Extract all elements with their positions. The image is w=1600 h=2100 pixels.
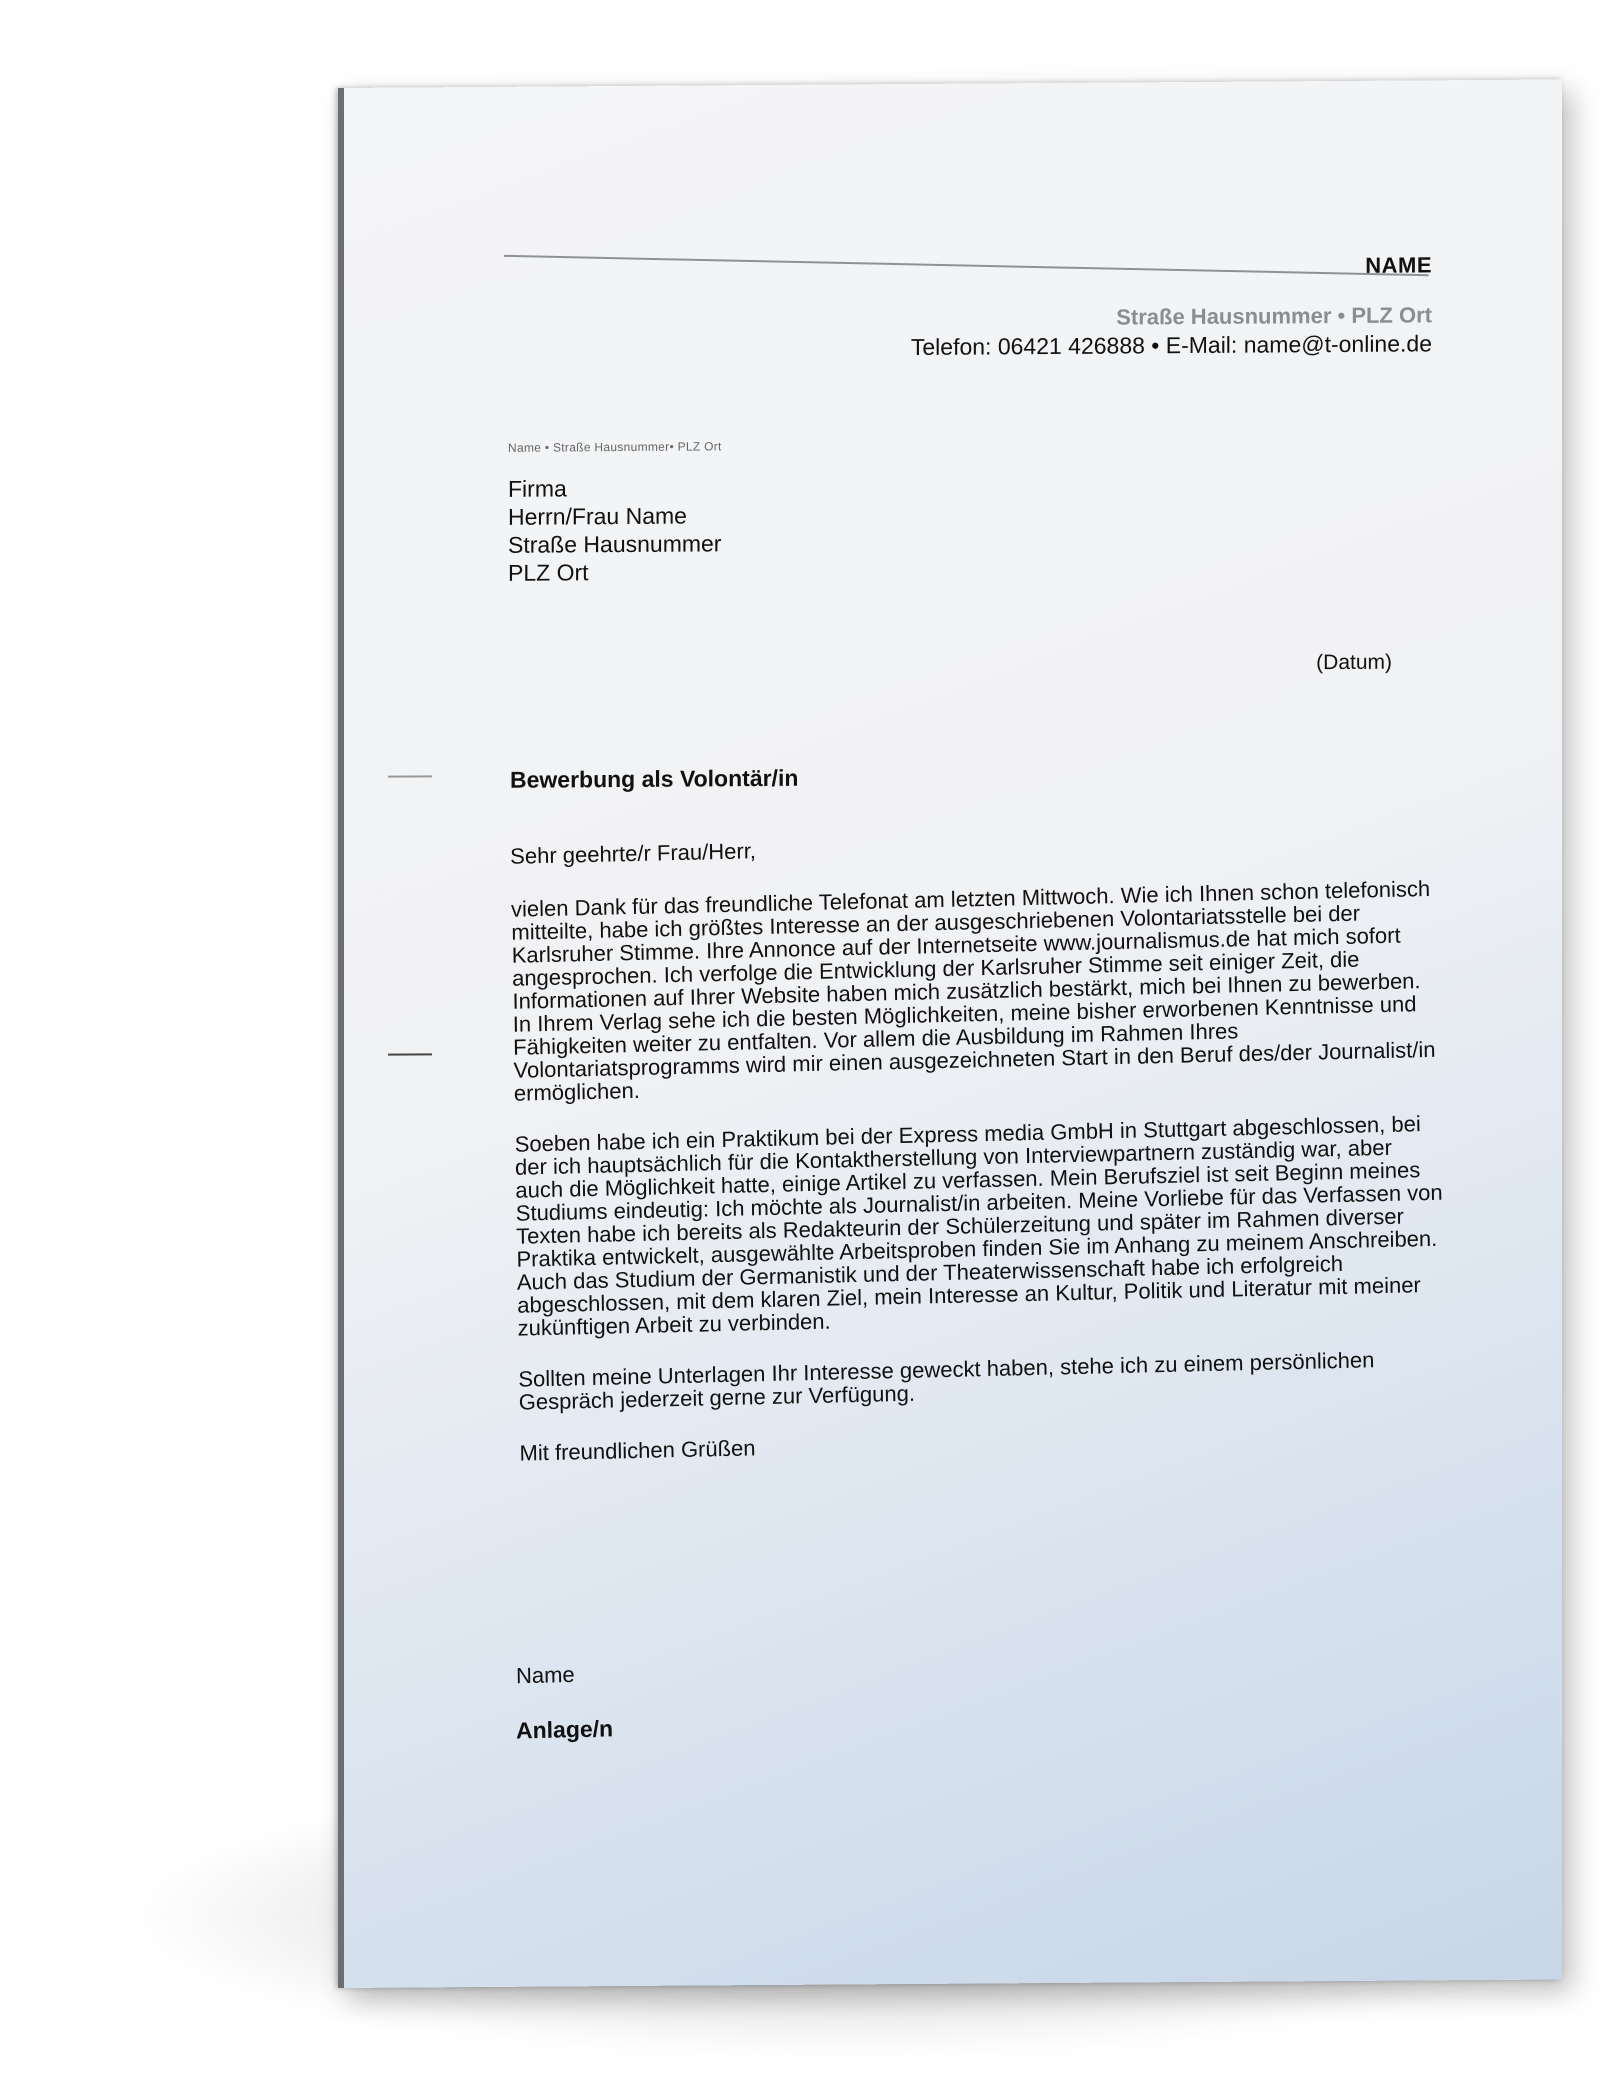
punch-mark — [388, 1053, 432, 1055]
signature-name: Name — [515, 1661, 575, 1689]
recipient-city: PLZ Ort — [508, 559, 589, 586]
body-paragraph-2: Soeben habe ich ein Praktikum bei der Express media GmbH in Stuttgart abgeschlossen, bei der ich hauptsächlich für die Kontaktherstellung von Interviewpartnern zuständig war, aber auch die Möglichkeit hatte, einige Artikel zu verfassen. Mein Berufsziel ist seit Beginn meines Studiums eindeutig: Ich möchte als Journalist/in arbeiten. Meine Vorliebe für das Verfassen von Texten habe ich bereits als Redakteurin der Schülerzeitung und später im Rahmen diverser Praktika entwickelt, ausgewählte Arbeitsproben finden Sie im Anhang zu meinem Anschreiben. Auch das Studium der Germanistik und der Theaterwissenschaft habe ich erfolgreich abgeschlossen, mit dem klaren Ziel, mein Interesse an Kultur, Politik und Literatur mit meiner zukünftigen Arbeit zu verbinden. — [514, 1111, 1443, 1341]
letter-content — [344, 79, 1562, 1988]
letterhead-address: Straße Hausnummer • PLZ Ort — [1116, 302, 1432, 330]
letter-date: (Datum) — [1316, 650, 1392, 675]
body-paragraph-1: vielen Dank für das freundliche Telefonat am letzten Mittwoch. Wie ich Ihnen schon telefonisch mitteilte, habe ich größtes Interesse an der ausgeschriebenen Volontariatsstelle bei der Karlsruher Stimme. Ihre Annonce auf der Internetseite www.journalismus.de hat mich sofort angesprochen. Ich verfolge die Entwicklung der Karlsruher Stimme seit einiger Zeit, die Informationen auf Ihrer Website haben mich zusätzlich bestärkt, mich bei Ihnen zu bewerben. In Ihrem Verlag sehe ich die besten Möglichkeiten, meine bisher erworbenen Kenntnisse und Fähigkeiten weiter zu entfalten. Vor allem die Ausbildung im Rahmen Ihres Volontariatsprogramms wird mir einen ausgezeichneten Start in den Beruf des/der Journalist/in ermöglichen. — [510, 875, 1436, 1106]
letterhead-contact: Telefon: 06421 426888 • E-Mail: name@t-online.de — [910, 330, 1432, 361]
recipient-company: Firma — [508, 475, 567, 502]
fold-mark-upper — [388, 775, 432, 777]
body-paragraph-3: Sollten meine Unterlagen Ihr Interesse geweckt haben, stehe ich zu einem persönlichen Gespräch jederzeit gerne zur Verfügung. — [518, 1347, 1375, 1415]
recipient-person: Herrn/Frau Name — [508, 502, 687, 530]
sender-return-line: Name • Straße Hausnummer• PLZ Ort — [508, 439, 722, 455]
recipient-block — [508, 473, 721, 586]
letterhead-name: NAME — [1365, 252, 1432, 278]
closing: Mit freundlichen Grüßen — [519, 1435, 756, 1466]
letter-body — [510, 824, 1450, 1493]
recipient-street: Straße Hausnummer — [508, 530, 722, 558]
salutation: Sehr geehrte/r Frau/Herr, — [509, 838, 757, 869]
header-rule — [504, 255, 1429, 276]
letter-page — [338, 79, 1562, 1988]
attachments-label: Anlage/n — [515, 1715, 614, 1744]
letter-subject: Bewerbung als Volontär/in — [510, 764, 799, 793]
